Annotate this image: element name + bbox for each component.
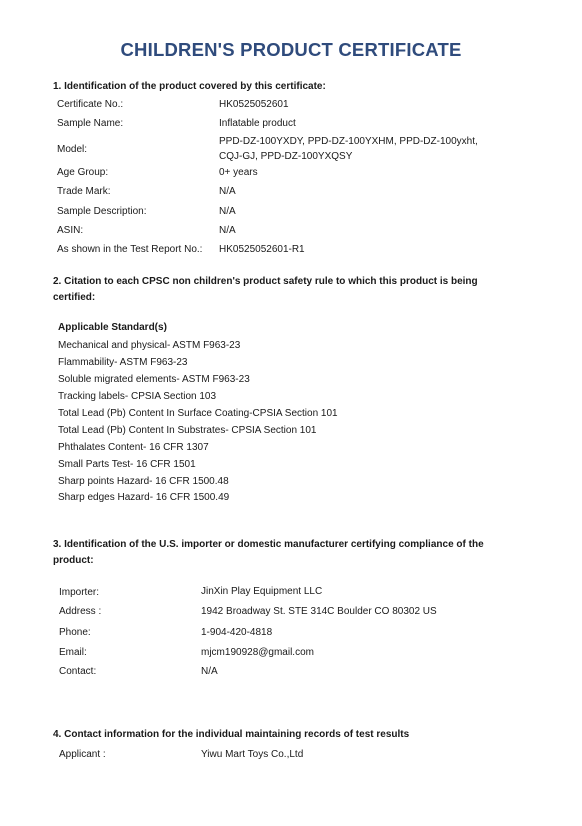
sample-name-value: Inflatable product (219, 118, 296, 129)
standard-item: Flammability- ASTM F963-23 (58, 357, 188, 368)
standard-item: Tracking labels- CPSIA Section 103 (58, 391, 217, 402)
standard-item: Total Lead (Pb) Content In Surface Coating-CPSIA Section 101 (58, 408, 338, 419)
applicable-standards-heading: Applicable Standard(s) (58, 322, 167, 333)
test-report-value: HK0525052601-R1 (219, 244, 305, 255)
standard-item: Small Parts Test- 16 CFR 1501 (58, 459, 196, 470)
certificate-no-value: HK0525052601 (219, 99, 289, 110)
standard-item: Sharp points Hazard- 16 CFR 1500.48 (58, 476, 229, 487)
applicant-value: Yiwu Mart Toys Co.,Ltd (201, 749, 304, 760)
model-value-line1: PPD-DZ-100YXDY, PPD-DZ-100YXHM, PPD-DZ-100yxht, (219, 136, 478, 147)
model-label: Model: (57, 144, 88, 155)
contact-value: N/A (201, 666, 218, 677)
section-1-heading: 1. Identification of the product covered by this certificate: (53, 81, 326, 92)
section-3-heading-line1: 3. Identification of the U.S. importer or domestic manufacturer certifying compliance of the (53, 539, 484, 550)
applicant-label: Applicant : (59, 749, 106, 760)
section-4-heading: 4. Contact information for the individual maintaining records of test results (53, 729, 410, 740)
model-value-line2: CQJ-GJ, PPD-DZ-100YXQSY (219, 151, 353, 162)
section-3-heading-line2: product: (53, 555, 94, 566)
test-report-label: As shown in the Test Report No.: (57, 244, 203, 255)
certificate-title: CHILDREN'S PRODUCT CERTIFICATE (120, 39, 462, 60)
trade-mark-label: Trade Mark: (57, 186, 111, 197)
asin-value: N/A (219, 225, 236, 236)
sample-description-label: Sample Description: (57, 206, 147, 217)
age-group-value: 0+ years (219, 167, 258, 178)
standard-item: Total Lead (Pb) Content In Substrates- CPSIA Section 101 (58, 425, 317, 436)
contact-label: Contact: (59, 666, 97, 677)
address-value: 1942 Broadway St. STE 314C Boulder CO 80302 US (201, 606, 437, 617)
standard-item: Mechanical and physical- ASTM F963-23 (58, 340, 241, 351)
importer-label: Importer: (59, 587, 100, 598)
phone-value: 1-904-420-4818 (201, 627, 273, 638)
phone-label: Phone: (59, 627, 91, 638)
age-group-label: Age Group: (57, 167, 109, 178)
section-2-heading-line1: 2. Citation to each CPSC non children's product safety rule to which this product is being (53, 276, 478, 287)
standard-item: Sharp edges Hazard- 16 CFR 1500.49 (58, 492, 230, 503)
sample-description-value: N/A (219, 206, 236, 217)
trade-mark-value: N/A (219, 186, 236, 197)
section-2-heading-line2: certified: (53, 292, 96, 303)
email-value: mjcm190928@gmail.com (201, 647, 314, 658)
address-label: Address : (59, 606, 102, 617)
certificate-no-label: Certificate No.: (57, 99, 124, 110)
email-label: Email: (59, 647, 87, 658)
asin-label: ASIN: (57, 225, 84, 236)
sample-name-label: Sample Name: (57, 118, 124, 129)
standard-item: Soluble migrated elements- ASTM F963-23 (58, 374, 250, 385)
standard-item: Phthalates Content- 16 CFR 1307 (58, 442, 209, 453)
importer-value: JinXin Play Equipment LLC (201, 586, 323, 597)
